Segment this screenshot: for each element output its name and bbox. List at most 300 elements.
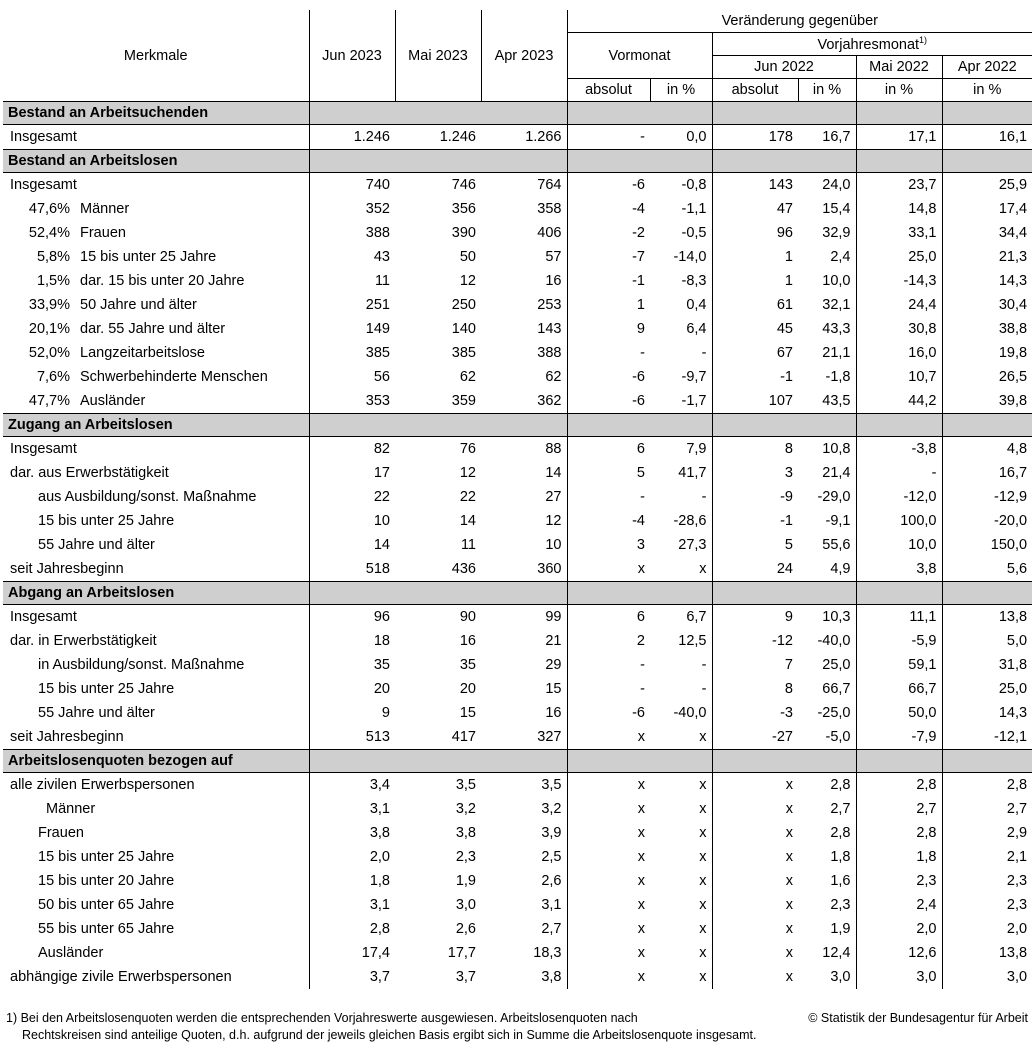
vorjahresmonat-header (712, 33, 1032, 56)
row-share: 52,0% (28, 345, 70, 361)
col-apr2023-header: Apr 2023 (481, 10, 567, 102)
table-cell: 10,3 (822, 609, 851, 625)
table-cell: x (567, 797, 650, 821)
table-cell: -25,0 (817, 705, 851, 721)
table-cell: 6,7 (686, 609, 707, 625)
table-cell: -7 (567, 245, 650, 269)
table-cell: 96 (309, 605, 395, 630)
table-row (3, 389, 1032, 414)
table-cell: 352 (309, 197, 395, 221)
section-header-cell (712, 582, 798, 605)
table-cell: -12 (712, 629, 798, 653)
row-label: Insgesamt (10, 609, 77, 625)
row-label: Ausländer (80, 393, 146, 409)
section-header-cell (798, 150, 856, 173)
table-cell: 3,0 (455, 897, 476, 913)
table-cell: 6 (567, 605, 650, 630)
table-cell: 764 (537, 177, 562, 193)
table-cell: x (699, 921, 707, 937)
table-cell: 6,4 (686, 321, 707, 337)
section-header-cell (856, 414, 942, 437)
section-header-cell (309, 102, 395, 125)
row-label-cell (3, 461, 309, 485)
table-cell: 143 (537, 321, 562, 337)
table-cell: 25,0 (856, 245, 942, 269)
section-header-cell (309, 414, 395, 437)
table-cell: 14 (459, 513, 476, 529)
section-header-cell (481, 102, 567, 125)
section-header-cell (481, 414, 567, 437)
row-label: Ausländer (38, 945, 104, 961)
table-cell: x (567, 557, 650, 582)
table-cell: 16 (545, 705, 562, 721)
row-label-cell (3, 941, 309, 965)
row-share: 5,8% (36, 249, 70, 265)
section-header-cell (481, 750, 567, 773)
table-cell: 1,6 (830, 873, 851, 889)
row-label: 15 bis unter 20 Jahre (38, 873, 175, 889)
section-title: Abgang an Arbeitslosen (3, 582, 309, 605)
table-cell: -7,9 (856, 725, 942, 750)
table-cell: - (701, 345, 707, 361)
section-header-cell (712, 150, 798, 173)
table-cell: x (712, 893, 798, 917)
table-cell: 13,8 (942, 605, 1032, 630)
table-cell: 12,5 (678, 633, 707, 649)
table-cell: 76 (459, 441, 476, 457)
table-cell: 21,4 (822, 465, 851, 481)
table-cell: - (567, 653, 650, 677)
section-header-cell (309, 150, 395, 173)
table-cell: x (699, 969, 707, 985)
table-cell: 178 (712, 125, 798, 150)
table-cell: -2 (567, 221, 650, 245)
row-label: Insgesamt (10, 177, 77, 193)
table-cell: 327 (537, 729, 562, 745)
table-cell: 2,7 (541, 921, 562, 937)
table-cell: 2 (567, 629, 650, 653)
table-cell: 43 (309, 245, 395, 269)
table-cell: 10,0 (822, 273, 851, 289)
table-cell: 16,7 (942, 461, 1032, 485)
table-cell: 17,4 (309, 941, 395, 965)
table-cell: 1,9 (830, 921, 851, 937)
table-cell: -12,1 (942, 725, 1032, 750)
table-cell: 62 (459, 369, 476, 385)
table-cell: 25,9 (942, 173, 1032, 198)
table-cell: 43,5 (822, 393, 851, 409)
table-row (3, 941, 1032, 965)
table-cell: x (567, 725, 650, 750)
section-header-row (3, 102, 1032, 125)
table-cell: -1 (712, 509, 798, 533)
table-cell: 150,0 (942, 533, 1032, 557)
table-cell: 385 (309, 341, 395, 365)
table-cell: -14,3 (856, 269, 942, 293)
footnote-line-2: Rechtskreisen sind anteilige Quoten, d.h. aufgrund der jeweils gleichen Basis ergibt sich in Summe die Arbeitslosenquote insgesamt. (22, 1028, 757, 1042)
table-cell: 2,8 (942, 773, 1032, 798)
table-cell: 253 (537, 297, 562, 313)
table-cell: 3 (567, 533, 650, 557)
table-cell: 1.246 (439, 129, 476, 145)
table-cell: 2,7 (830, 801, 851, 817)
table-row (3, 437, 1032, 462)
table-cell: 10,7 (856, 365, 942, 389)
section-header-cell (650, 750, 712, 773)
table-cell: 14,8 (856, 197, 942, 221)
table-cell: 360 (537, 561, 562, 577)
table-cell: 2,0 (309, 845, 395, 869)
row-label: dar. in Erwerbstätigkeit (10, 633, 157, 649)
table-cell: 82 (309, 437, 395, 462)
table-cell: 2,3 (856, 869, 942, 893)
apr2022-pct-header: in % (942, 79, 1032, 102)
table-row (3, 605, 1032, 630)
table-cell: 390 (451, 225, 476, 241)
apr2022-header: Apr 2022 (942, 56, 1032, 79)
table-row (3, 197, 1032, 221)
row-label-cell (3, 773, 309, 798)
table-row (3, 653, 1032, 677)
row-share: 52,4% (28, 225, 70, 241)
table-cell: 3,1 (309, 797, 395, 821)
table-cell: 2,8 (856, 773, 942, 798)
table-cell: 3,8 (541, 969, 562, 985)
table-cell: 359 (451, 393, 476, 409)
table-cell: 10 (545, 537, 562, 553)
row-label: Männer (80, 201, 130, 217)
table-cell: -0,8 (681, 177, 707, 193)
table-cell: 2,8 (830, 777, 851, 793)
table-cell: 2,7 (856, 797, 942, 821)
table-cell: 16,0 (856, 341, 942, 365)
row-label: 15 bis unter 25 Jahre (38, 849, 175, 865)
table-cell: 0,0 (686, 129, 707, 145)
row-share: 7,6% (36, 369, 70, 385)
row-share: 20,1% (28, 321, 70, 337)
table-cell: 2,8 (856, 821, 942, 845)
table-cell: 250 (451, 297, 476, 313)
table-cell: 14 (309, 533, 395, 557)
table-cell: -1,1 (681, 201, 707, 217)
row-label-cell (3, 293, 309, 317)
jun2022-pct-header: in % (798, 79, 856, 102)
table-cell: -1 (712, 365, 798, 389)
table-cell: 3,0 (856, 965, 942, 989)
col-jun2023-header: Jun 2023 (309, 10, 395, 102)
table-cell: 45 (712, 317, 798, 341)
table-row (3, 125, 1032, 150)
section-header-cell (798, 102, 856, 125)
table-cell: -9 (712, 485, 798, 509)
table-cell: 5 (712, 533, 798, 557)
table-cell: 23,7 (856, 173, 942, 198)
vorjahresmonat-footnote-mark: 1) (919, 35, 928, 46)
table-cell: 88 (545, 441, 562, 457)
table-cell: x (699, 825, 707, 841)
table-cell: 12,4 (822, 945, 851, 961)
table-cell: 50,0 (856, 701, 942, 725)
vormonat-header: Vormonat (567, 33, 712, 79)
table-cell: 21,3 (942, 245, 1032, 269)
table-cell: 3,9 (541, 825, 562, 841)
table-cell: 12 (545, 513, 562, 529)
table-cell: 518 (309, 557, 395, 582)
table-cell: -29,0 (817, 489, 851, 505)
section-header-cell (942, 582, 1032, 605)
table-row (3, 293, 1032, 317)
table-cell: x (567, 917, 650, 941)
table-cell: 30,8 (856, 317, 942, 341)
table-cell: 2,8 (830, 825, 851, 841)
table-cell: x (567, 821, 650, 845)
table-cell: 18,3 (533, 945, 562, 961)
table-cell: x (712, 797, 798, 821)
table-cell: x (699, 849, 707, 865)
table-cell: 61 (712, 293, 798, 317)
table-cell: 24 (712, 557, 798, 582)
table-cell: 25,0 (822, 657, 851, 673)
section-header-cell (712, 750, 798, 773)
row-label: 15 bis unter 25 Jahre (80, 249, 217, 265)
table-row (3, 341, 1032, 365)
table-cell: 3,1 (309, 893, 395, 917)
table-cell: - (856, 461, 942, 485)
row-label-cell (3, 221, 309, 245)
table-row (3, 701, 1032, 725)
table-cell: 3,2 (455, 801, 476, 817)
table-cell: 1 (712, 245, 798, 269)
row-label-cell (3, 965, 309, 989)
table-cell: -12,9 (942, 485, 1032, 509)
table-cell: 27 (545, 489, 562, 505)
table-cell: 14,3 (942, 269, 1032, 293)
row-share: 33,9% (28, 297, 70, 313)
row-label: 55 Jahre und älter (38, 705, 155, 721)
section-header-cell (481, 582, 567, 605)
veraenderung-header: Veränderung gegenüber (567, 10, 1032, 33)
row-share: 47,7% (28, 393, 70, 409)
table-row (3, 773, 1032, 798)
table-cell: 26,5 (942, 365, 1032, 389)
section-header-cell (942, 414, 1032, 437)
table-cell: 17,1 (856, 125, 942, 150)
table-cell: 1,9 (455, 873, 476, 889)
table-cell: 3,0 (830, 969, 851, 985)
section-header-cell (942, 150, 1032, 173)
row-label: 50 bis unter 65 Jahre (38, 897, 175, 913)
table-cell: x (567, 773, 650, 798)
row-label-cell (3, 269, 309, 293)
section-header-cell (395, 102, 481, 125)
mai2022-pct-header: in % (856, 79, 942, 102)
section-header-cell (309, 750, 395, 773)
table-row (3, 509, 1032, 533)
section-header-cell (712, 102, 798, 125)
table-row (3, 533, 1032, 557)
table-cell: -12,0 (856, 485, 942, 509)
table-cell: 406 (537, 225, 562, 241)
table-cell: -9,1 (825, 513, 851, 529)
section-header-cell (567, 582, 650, 605)
row-label-cell (3, 485, 309, 509)
table-cell: 3,1 (541, 897, 562, 913)
table-cell: 1,8 (856, 845, 942, 869)
table-cell: x (699, 897, 707, 913)
row-label-cell (3, 533, 309, 557)
row-label-cell (3, 821, 309, 845)
table-cell: x (699, 561, 707, 577)
row-label-cell (3, 629, 309, 653)
table-cell: x (699, 945, 707, 961)
table-cell: 31,8 (942, 653, 1032, 677)
row-label: in Ausbildung/sonst. Maßnahme (38, 657, 245, 673)
table-cell: 44,2 (856, 389, 942, 414)
jun2022-header: Jun 2022 (712, 56, 856, 79)
table-cell: 66,7 (856, 677, 942, 701)
row-label-cell (3, 677, 309, 701)
table-cell: x (699, 873, 707, 889)
table-row (3, 893, 1032, 917)
row-label: Insgesamt (10, 129, 77, 145)
table-cell: x (567, 845, 650, 869)
table-row (3, 485, 1032, 509)
table-cell: - (567, 485, 650, 509)
table-cell: 5,6 (942, 557, 1032, 582)
row-label-cell (3, 509, 309, 533)
table-cell: 4,9 (830, 561, 851, 577)
table-cell: x (567, 941, 650, 965)
row-label: alle zivilen Erwerbspersonen (10, 777, 195, 793)
section-title: Zugang an Arbeitslosen (3, 414, 309, 437)
table-cell: -1,8 (825, 369, 851, 385)
table-cell: 2,3 (942, 869, 1032, 893)
table-cell: -5,9 (856, 629, 942, 653)
table-row (3, 629, 1032, 653)
table-cell: -5,0 (825, 729, 851, 745)
table-cell: x (712, 869, 798, 893)
section-header-cell (567, 414, 650, 437)
section-header-cell (567, 102, 650, 125)
table-cell: 13,8 (942, 941, 1032, 965)
row-label: 15 bis unter 25 Jahre (38, 681, 175, 697)
table-cell: 356 (451, 201, 476, 217)
table-cell: 3,8 (309, 821, 395, 845)
row-label-cell (3, 917, 309, 941)
table-row (3, 965, 1032, 989)
table-cell: x (567, 893, 650, 917)
section-header-row (3, 582, 1032, 605)
section-header-cell (856, 750, 942, 773)
table-cell: 99 (545, 609, 562, 625)
table-cell: -20,0 (942, 509, 1032, 533)
section-header-cell (942, 102, 1032, 125)
table-cell: -1,7 (681, 393, 707, 409)
row-label: dar. aus Erwerbstätigkeit (10, 465, 169, 481)
table-cell: -8,3 (681, 273, 707, 289)
table-cell: 34,4 (942, 221, 1032, 245)
table-cell: 67 (712, 341, 798, 365)
table-cell: 16,7 (822, 129, 851, 145)
table-cell: 2,5 (541, 849, 562, 865)
table-cell: 140 (451, 321, 476, 337)
table-cell: 3,8 (455, 825, 476, 841)
table-cell: -6 (567, 389, 650, 414)
table-cell: 362 (537, 393, 562, 409)
table-cell: 143 (712, 173, 798, 198)
row-share: 1,5% (36, 273, 70, 289)
table-cell: -14,0 (673, 249, 707, 265)
table-cell: 740 (309, 173, 395, 198)
table-cell: -0,5 (681, 225, 707, 241)
table-cell: - (567, 677, 650, 701)
table-cell: 47 (712, 197, 798, 221)
table-cell: 2,9 (942, 821, 1032, 845)
row-label-cell (3, 173, 309, 198)
table-cell: 35 (459, 657, 476, 673)
row-label: seit Jahresbeginn (10, 561, 124, 577)
table-cell: 21 (545, 633, 562, 649)
row-label: Frauen (38, 825, 84, 841)
merkmale-header: Merkmale (3, 10, 309, 102)
table-cell: 11 (309, 269, 395, 293)
table-cell: 8 (712, 437, 798, 462)
table-cell: 1.266 (525, 129, 562, 145)
section-header-cell (942, 750, 1032, 773)
table-row (3, 461, 1032, 485)
vorjahresmonat-label: Vorjahresmonat (817, 36, 920, 53)
table-row (3, 845, 1032, 869)
table-cell: -6 (567, 701, 650, 725)
table-cell: 2,3 (455, 849, 476, 865)
table-cell: -4 (567, 509, 650, 533)
row-label-cell (3, 701, 309, 725)
footnote (6, 1010, 1028, 1044)
table-cell: 38,8 (942, 317, 1032, 341)
row-label: dar. 15 bis unter 20 Jahre (80, 273, 245, 289)
table-row (3, 821, 1032, 845)
table-cell: 59,1 (856, 653, 942, 677)
table-cell: 24,0 (822, 177, 851, 193)
row-label: aus Ausbildung/sonst. Maßnahme (38, 489, 257, 505)
table-cell: 2,3 (830, 897, 851, 913)
table-cell: 5,0 (942, 629, 1032, 653)
table-row (3, 269, 1032, 293)
table-cell: x (699, 777, 707, 793)
row-label: Langzeitarbeitslose (80, 345, 205, 361)
row-label-cell (3, 869, 309, 893)
table-cell: 16 (459, 633, 476, 649)
table-row (3, 797, 1032, 821)
row-label-cell (3, 245, 309, 269)
table-cell: x (699, 801, 707, 817)
table-cell: 15 (459, 705, 476, 721)
table-cell: 12 (459, 273, 476, 289)
table-cell: -40,0 (817, 633, 851, 649)
section-header-row (3, 750, 1032, 773)
section-title: Bestand an Arbeitslosen (3, 150, 309, 173)
table-cell: 10,0 (856, 533, 942, 557)
table-cell: 90 (459, 609, 476, 625)
table-cell: 417 (451, 729, 476, 745)
table-cell: 2,7 (942, 797, 1032, 821)
table-cell: -3 (712, 701, 798, 725)
table-row (3, 917, 1032, 941)
table-cell: 6 (567, 437, 650, 462)
section-header-cell (650, 582, 712, 605)
section-title: Arbeitslosenquoten bezogen auf (3, 750, 309, 773)
table-cell: x (712, 965, 798, 989)
